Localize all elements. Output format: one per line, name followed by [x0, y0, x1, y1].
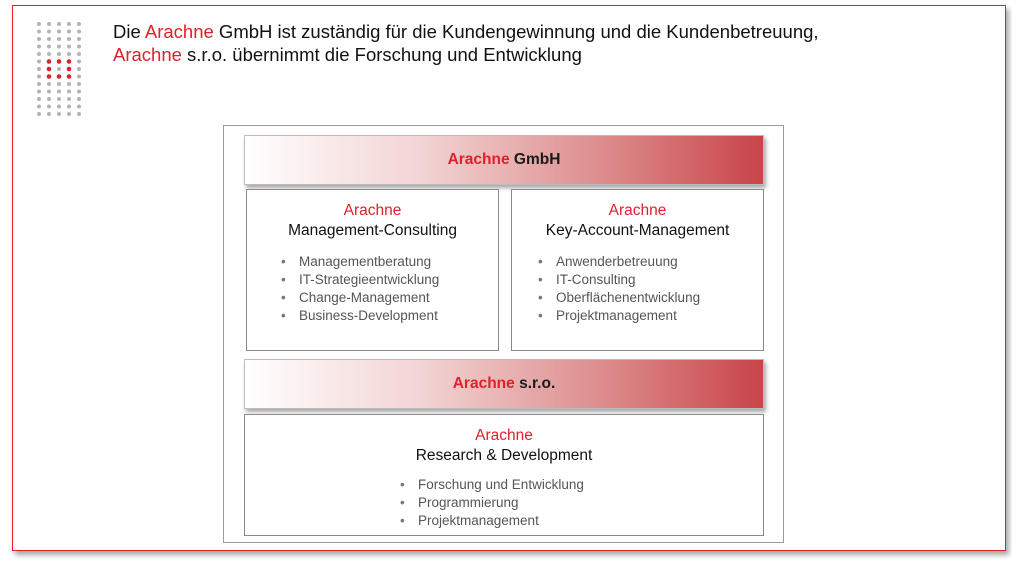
headline-prefix: Die	[113, 21, 145, 42]
logo-dot	[47, 112, 51, 116]
box-brand: Arachne	[608, 202, 667, 219]
list-item: • Forschung und Entwicklung	[400, 476, 763, 494]
logo-dot	[67, 74, 72, 79]
logo-dot	[57, 45, 61, 49]
logo-dot	[57, 90, 61, 94]
logo-dot	[37, 82, 41, 86]
logo-dot	[77, 60, 81, 64]
logo-dot	[47, 52, 51, 56]
logo-dot	[67, 22, 71, 26]
box-list	[512, 253, 763, 325]
gmbh-bar	[244, 135, 764, 185]
logo-dot	[67, 45, 71, 49]
box-brand: Arachne	[475, 427, 533, 444]
logo-dot	[47, 105, 51, 109]
logo-dot	[57, 82, 61, 86]
box-title: Key-Account-Management	[545, 222, 730, 239]
logo-dot	[57, 22, 61, 26]
org-diagram	[223, 125, 784, 543]
list-item: • IT-Strategieentwicklung	[281, 271, 498, 289]
logo-dot	[57, 97, 61, 101]
logo-dot	[47, 74, 52, 79]
box-management-consulting	[246, 189, 499, 351]
headline-text-2: s.r.o. übernimmt die Forschung und Entwicklung	[181, 44, 582, 65]
logo-dot	[37, 22, 41, 26]
headline-line-1	[113, 20, 973, 43]
logo-dot	[47, 67, 52, 72]
logo-dot	[67, 37, 71, 41]
logo-dot	[57, 59, 62, 64]
box-brand: Arachne	[343, 202, 402, 219]
logo-dot	[77, 112, 81, 116]
logo-dot	[37, 97, 41, 101]
slide	[12, 5, 1006, 551]
logo-dot	[67, 67, 72, 72]
logo-dot	[57, 105, 61, 109]
logo-dot	[37, 105, 41, 109]
logo-dot	[57, 30, 61, 34]
logo-dot	[47, 82, 51, 86]
logo-dot	[67, 30, 71, 34]
list-item: • Projektmanagement	[538, 307, 763, 325]
logo-dot	[77, 82, 81, 86]
list-item: • Projektmanagement	[400, 512, 763, 530]
logo-dot	[37, 75, 41, 79]
list-item: • Anwenderbetreuung	[538, 253, 763, 271]
list-item: • Managementberatung	[281, 253, 498, 271]
logo-dot	[77, 30, 81, 34]
box-title: Research & Development	[415, 447, 593, 464]
logo-dot	[77, 37, 81, 41]
logo-dot	[77, 105, 81, 109]
sro-bar	[244, 359, 764, 409]
logo-dot	[67, 59, 72, 64]
logo-dot	[57, 67, 61, 71]
logo-dot	[47, 97, 51, 101]
logo-dot	[47, 59, 52, 64]
logo-dot	[77, 22, 81, 26]
logo-dot	[47, 37, 51, 41]
logo-dot	[47, 22, 51, 26]
headline-line-2	[113, 43, 973, 66]
logo-dot	[77, 67, 81, 71]
box-list	[245, 476, 763, 530]
gmbh-bar-label: GmbH	[513, 151, 561, 168]
sro-bar-brand: Arachne	[452, 375, 515, 392]
list-item: • IT-Consulting	[538, 271, 763, 289]
logo-dot	[37, 112, 41, 116]
box-key-account-management	[511, 189, 764, 351]
logo-dot	[47, 30, 51, 34]
sro-bar-label: s.r.o.	[519, 375, 556, 392]
logo-dot	[47, 90, 51, 94]
box-title: Management-Consulting	[288, 222, 457, 239]
logo-dot	[67, 97, 71, 101]
logo-dot	[57, 74, 62, 79]
logo-dot	[67, 105, 71, 109]
logo-dot	[47, 45, 51, 49]
gmbh-bar-brand: Arachne	[447, 151, 510, 168]
logo-dot	[77, 97, 81, 101]
logo-dot	[57, 37, 61, 41]
logo-dot	[37, 67, 41, 71]
logo-dot	[77, 52, 81, 56]
logo-dot	[67, 112, 71, 116]
logo-dot	[77, 45, 81, 49]
box-list	[247, 253, 498, 325]
headline	[113, 20, 973, 66]
list-item: • Change-Management	[281, 289, 498, 307]
logo-dot	[67, 82, 71, 86]
list-item: • Business-Development	[281, 307, 498, 325]
logo-dot	[37, 90, 41, 94]
logo-dot	[57, 52, 61, 56]
logo-dot	[77, 75, 81, 79]
logo-dot	[77, 90, 81, 94]
logo-dot	[57, 112, 61, 116]
box-research-development	[244, 414, 764, 536]
headline-brand-2: Arachne	[113, 44, 182, 65]
logo-dot	[37, 30, 41, 34]
logo-dot	[67, 90, 71, 94]
logo-dot	[37, 37, 41, 41]
headline-brand-1: Arachne	[144, 21, 214, 42]
list-item: • Programmierung	[400, 494, 763, 512]
headline-text-1: GmbH ist zuständig für die Kundengewinnung und die Kundenbetreuung,	[213, 21, 819, 42]
logo-dot	[37, 52, 41, 56]
logo-dot	[67, 52, 71, 56]
logo-dot	[37, 45, 41, 49]
logo-dot	[37, 60, 41, 64]
list-item: • Oberflächenentwicklung	[538, 289, 763, 307]
arachne-dots-logo-icon	[35, 20, 87, 118]
